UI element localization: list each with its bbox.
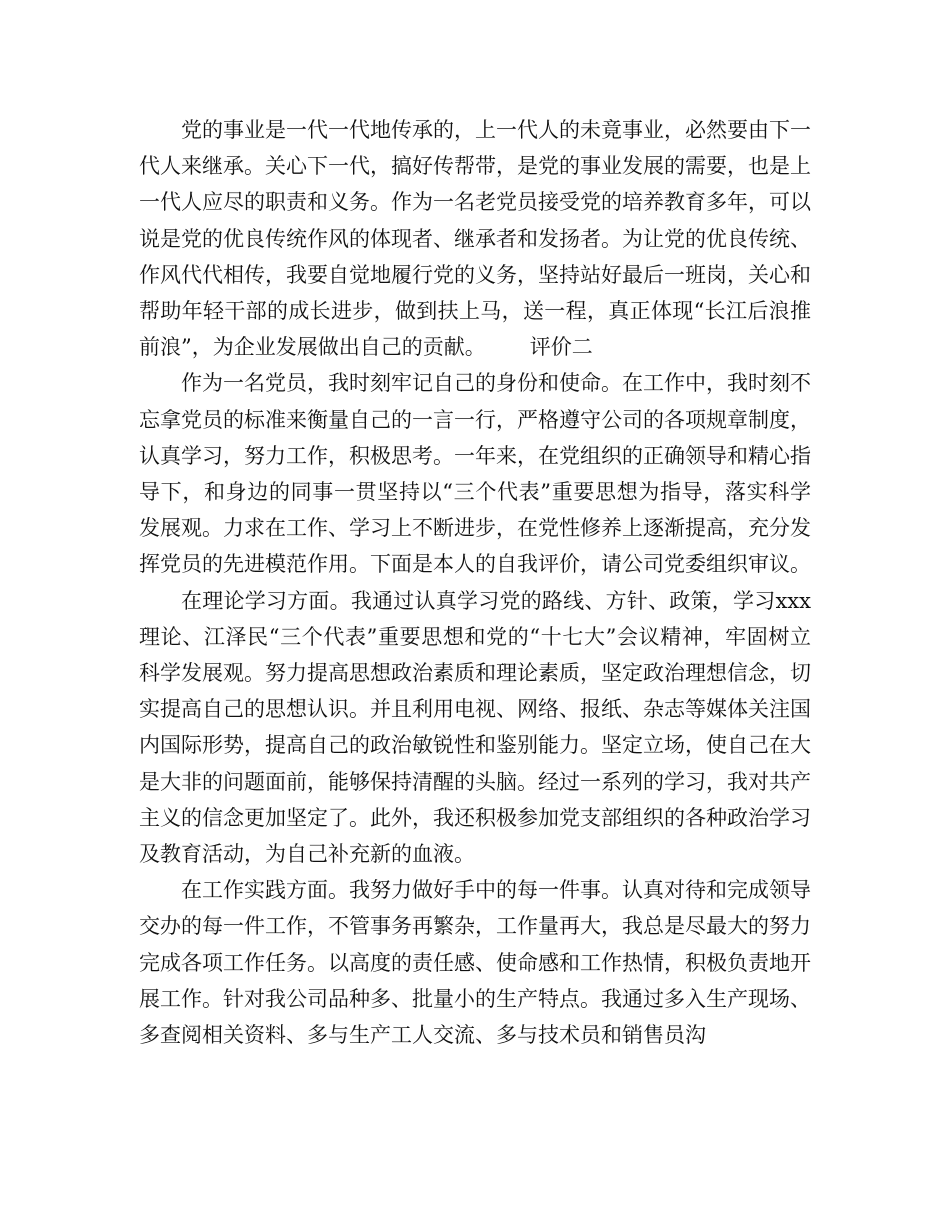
- paragraph-3: 在理论学习方面。我通过认真学习党的路线、方针、政策，学习xxx理论、江泽民“三个代表”重要思想和党的“十七大”会议精神，牢固树立科学发展观。努力提高思想政治素质和理论素质，坚定政治理想信念，切实提高自己的思想认识。并且利用电视、网络、报纸、杂志等媒体关注国内国际形势，提高自己的政治敏锐性和鉴别能力。坚定立场，使自己在大是大非的问题面前，能够保持清醒的头脑。经过一系列的学习，我对共产主义的信念更加坚定了。此外，我还积极参加党支部组织的各种政治学习及教育活动，为自己补充新的血液。: [139, 588, 811, 867]
- paragraph-4: 在工作实践方面。我努力做好手中的每一件事。认真对待和完成领导交办的每一件工作，不管事务再繁杂，工作量再大，我总是尽最大的努力完成各项工作任务。以高度的责任感、使命感和工作热情，积极负责地开展工作。针对我公司品种多、批量小的生产特点。我通过多入生产现场、多查阅相关资料、多与生产工人交流、多与技术员和销售员沟: [139, 878, 811, 1048]
- document-body: [139, 112, 811, 1053]
- paragraph-1: [139, 112, 811, 365]
- paragraph-1-text: 党的事业是一代一代地传承的，上一代人的未竟事业，必然要由下一代人来继承。关心下一代，搞好传帮带，是党的事业发展的需要，也是上一代人应尽的职责和义务。作为一名老党员接受党的培养教育多年，可以说是党的优良传统作风的体现者、继承者和发扬者。为让党的优良传统、作风代代相传，我要自觉地履行党的义务，坚持站好最后一班岗，关心和帮助年轻干部的成长进步，做到扶上马，送一程，真正体现“长江后浪推前浪”，为企业发展做出自己的贡献。: [139, 118, 811, 360]
- section-heading-evaluation-two: 评价二: [529, 335, 593, 360]
- paragraph-2: 作为一名党员，我时刻牢记自己的身份和使命。在工作中，我时刻不忘拿党员的标准来衡量自己的一言一行，严格遵守公司的各项规章制度，认真学习，努力工作，积极思考。一年来，在党组织的正确领导和精心指导下，和身边的同事一贯坚持以“三个代表”重要思想为指导，落实科学发展观。力求在工作、学习上不断进步，在党性修养上逐渐提高，充分发挥党员的先进模范作用。下面是本人的自我评价，请公司党委组织审议。: [139, 371, 811, 577]
